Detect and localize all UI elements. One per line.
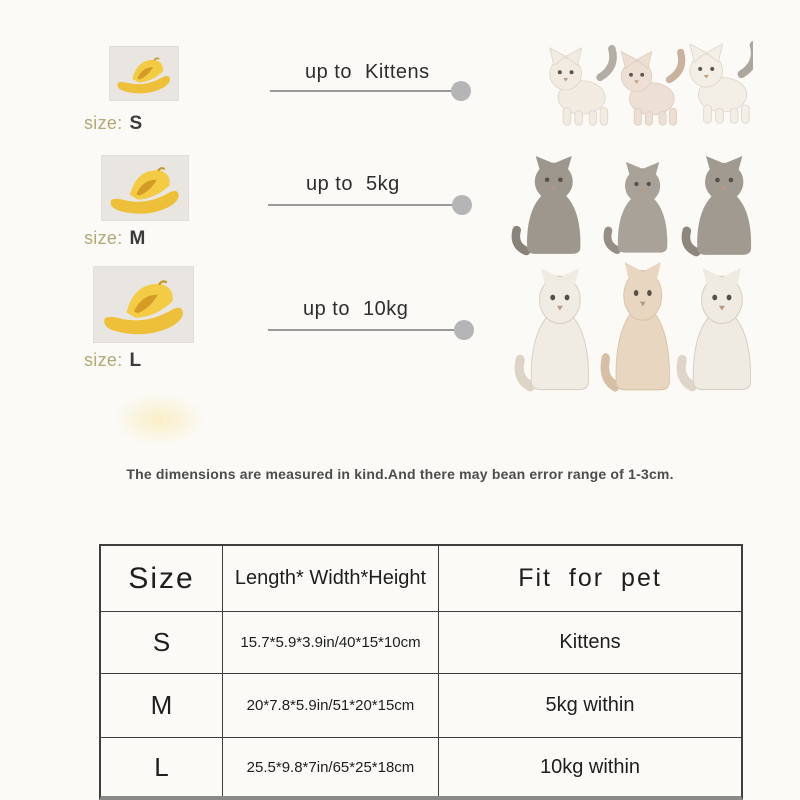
table-header-dimensions: Length* Width*Height <box>223 546 439 612</box>
size-label-m <box>84 228 146 250</box>
table-cell-size-s: S <box>101 612 223 674</box>
capacity-label-l <box>303 298 408 321</box>
table-cell-size-l: L <box>101 738 223 796</box>
yellow-glow-artifact <box>112 392 207 447</box>
size-label-l <box>84 350 141 372</box>
capacity-prefix: up to <box>306 173 353 195</box>
pointer-dot-l <box>454 320 474 340</box>
table-cell-fit-s: Kittens <box>439 612 741 674</box>
table-cell-size-m: M <box>101 674 223 738</box>
kittens-photo <box>543 30 753 137</box>
size-letter: L <box>129 350 142 371</box>
banana-bed-icon <box>99 272 189 338</box>
table-header-size: Size <box>101 546 223 612</box>
table-cell-fit-m: 5kg within <box>439 674 741 738</box>
size-label-prefix: size: <box>84 113 123 133</box>
capacity-label-m <box>306 173 400 196</box>
table-cell-dimensions-s: 15.7*5.9*3.9in/40*15*10cm <box>223 612 439 674</box>
size-label-s <box>84 113 143 135</box>
pointer-line-s <box>270 90 456 92</box>
banana-bed-thumbnail-m <box>102 156 188 220</box>
table-cell-fit-l: 10kg within <box>539 755 641 778</box>
capacity-value: Kittens <box>364 61 430 83</box>
pointer-dot-m <box>452 195 472 215</box>
dimensions-disclaimer: The dimensions are measured in kind.And there may bean error range of 1-3cm. <box>126 466 674 482</box>
pointer-line-m <box>268 204 457 206</box>
large-cats-photo <box>512 254 762 399</box>
pointer-dot-s <box>451 81 471 101</box>
capacity-label-s <box>305 61 430 84</box>
banana-bed-icon <box>106 160 184 217</box>
size-table <box>99 544 743 800</box>
banana-bed-thumbnail-l <box>94 267 193 342</box>
capacity-prefix: up to <box>305 61 352 83</box>
pointer-line-l <box>268 329 459 331</box>
size-label-prefix: size: <box>84 228 123 248</box>
banana-bed-icon <box>114 52 174 96</box>
table-cell-dimensions-l: 25.5*9.8*7in/65*25*18cm <box>223 738 439 796</box>
capacity-value: 10kg <box>362 298 409 320</box>
capacity-prefix: up to <box>303 298 350 320</box>
size-letter: M <box>129 228 146 249</box>
grey-cats-photo <box>505 148 765 265</box>
table-header-fit: Fit for pet <box>439 546 741 612</box>
capacity-value: 5kg <box>365 173 400 195</box>
size-label-prefix: size: <box>84 350 123 370</box>
size-letter: S <box>129 113 143 134</box>
banana-bed-thumbnail-s <box>110 47 178 100</box>
table-cell-dimensions-m: 20*7.8*5.9in/51*20*15cm <box>223 674 439 738</box>
